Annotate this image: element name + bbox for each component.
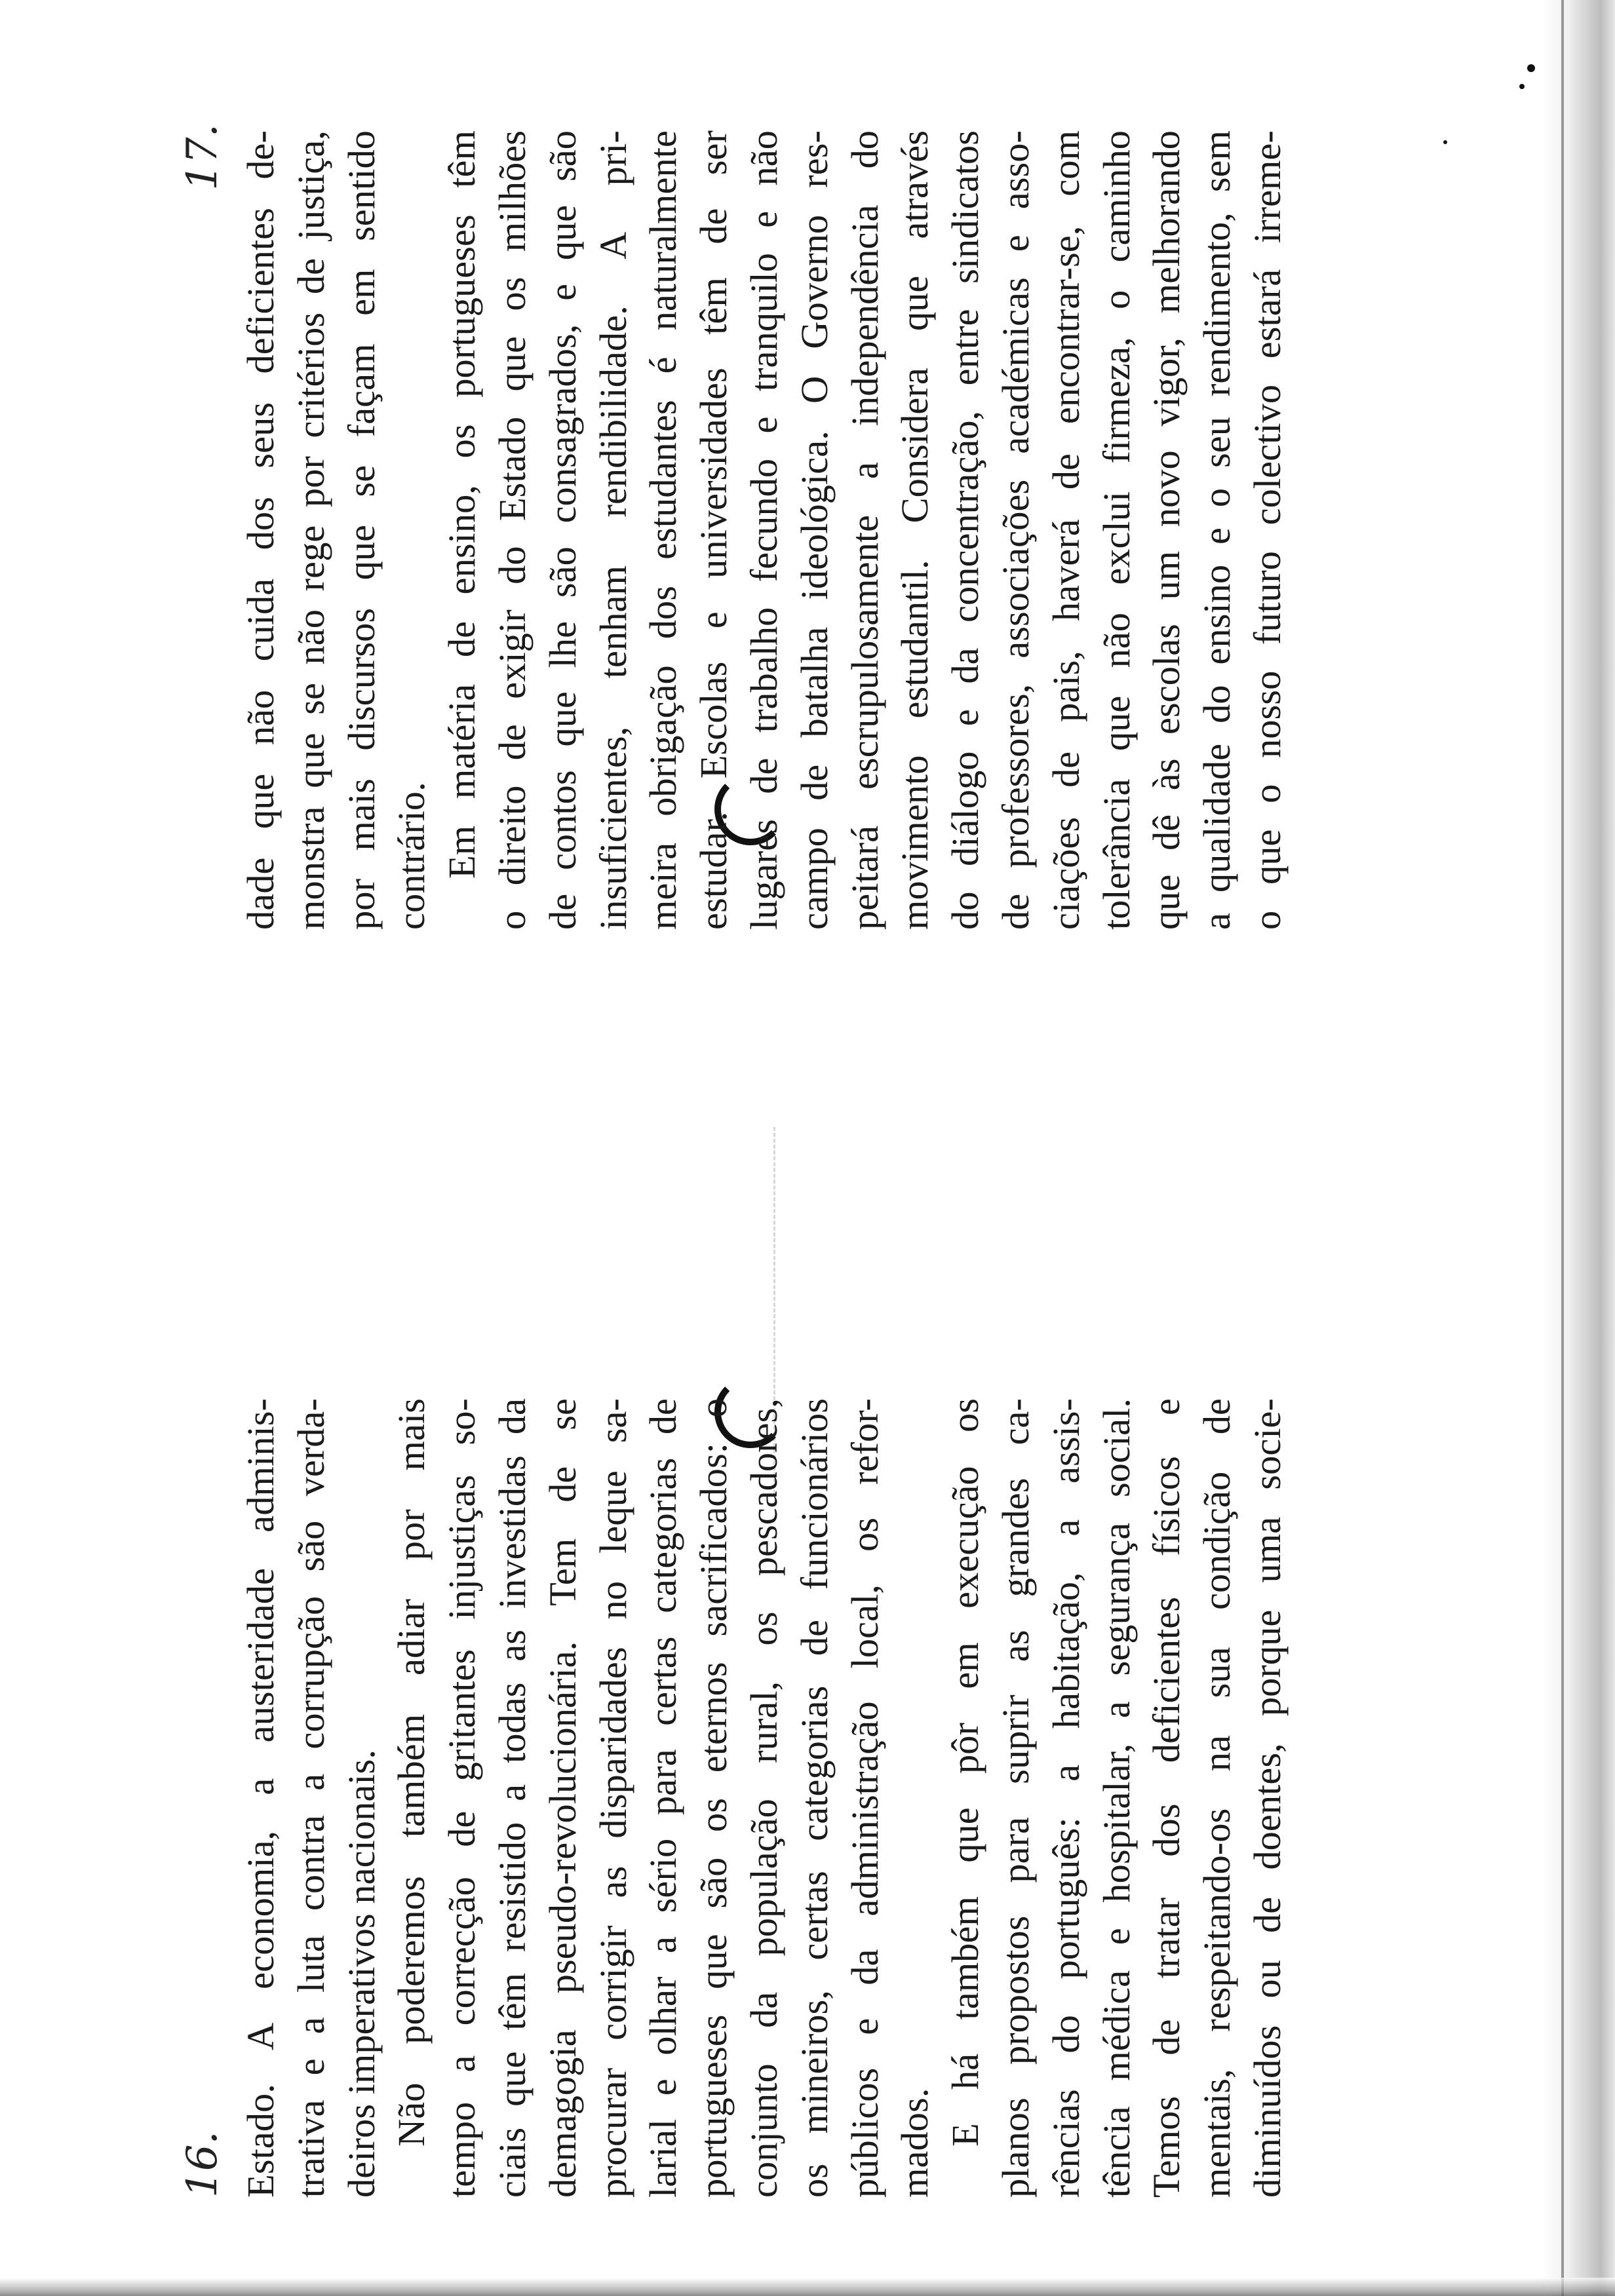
page-text [236,1398,1293,2198]
text-line: Estado. A economia, a austeridade adminis- [239,1398,282,2198]
text-line: deiros imperativos nacionais. [340,1750,383,2198]
text-line: ciais que têm resistido a todas as investidas da [490,1398,534,2198]
text-line: estudar. Escolas e universidades têm de ser [692,130,735,930]
text-line: que dê às escolas um novo vigor, melhorando [1145,130,1188,930]
text-line: públicos e da administração local, os refor- [843,1398,886,2198]
page-number: 17. [178,124,227,191]
text-line: o que o nosso futuro colectivo estará irreme- [1245,130,1289,930]
text-line: Não poderemos também adiar por mais [390,1398,433,2147]
text-line: trativa e a luta contra a corrupção são verda- [289,1398,332,2198]
text-line: tempo a correcção de gritantes injustiças so- [440,1398,484,2198]
text-line: ciações de pais, haverá de encontrar-se, com [1044,130,1087,930]
text-line: meira obrigação dos estudantes é naturalmente [642,130,685,930]
text-line: procurar corrigir as disparidades no leque sa- [591,1398,634,2198]
page-text [236,130,1293,930]
page-number: 16. [178,2131,227,2198]
text-line: tolerância que não exclui firmeza, o caminho [1095,130,1138,930]
text-line: de professores, associações académicas e asso- [994,130,1037,930]
text-line: campo de batalha ideológica. O Governo res- [792,130,836,930]
text-line: contrário. [390,782,433,930]
text-line: diminuídos ou de doentes, porque uma socie- [1245,1398,1289,2198]
text-line: peitará escrupulosamente a independência do [843,130,886,930]
text-line: mados. [893,2088,937,2198]
text-line: tência médica e hospitalar, a segurança social. [1095,1398,1138,2198]
text-line: rências do português: a habitação, a assis- [1044,1398,1087,2198]
text-line: a qualidade do ensino e o seu rendimento, sem [1196,130,1239,930]
text-line: do diálogo e da concentração, entre sindicatos [944,130,987,930]
text-line: planos propostos para suprir as grandes ca- [994,1398,1037,2198]
text-line: insuficientes, tenham rendibilidade. A pri- [591,130,634,930]
text-line: E há também que pôr em execução os [944,1398,987,2147]
text-line: de contos que lhe são consagrados, e que são [541,130,584,930]
text-line: Em matéria de ensino, os portugueses têm [440,130,484,879]
text-line: conjunto da população rural, os pescadores, [742,1398,785,2198]
text-line: por mais discursos que se façam em sentido [340,130,383,930]
text-line: monstra que se não rege por critérios de justiça, [289,130,332,930]
text-line: larial e olhar a sério para certas categorias de [642,1398,685,2198]
text-line: movimento estudantil. Considera que através [893,130,937,930]
text-line: os mineiros, certas categorias de funcionários [792,1398,836,2198]
text-line: demagogia pseudo-revolucionária. Tem de se [541,1398,584,2198]
text-line: dade que não cuida dos seus deficientes de- [239,130,282,930]
text-line: o direito de exigir do Estado que os milhões [490,130,534,930]
text-line: portugueses que são os eternos sacrificados: o [692,1398,735,2198]
text-line: Temos de tratar dos deficientes físicos e [1145,1398,1188,2198]
text-line: mentais, respeitando-os na sua condição de [1196,1398,1239,2198]
text-line: lugares de trabalho fecundo e tranquilo e não [742,130,785,930]
